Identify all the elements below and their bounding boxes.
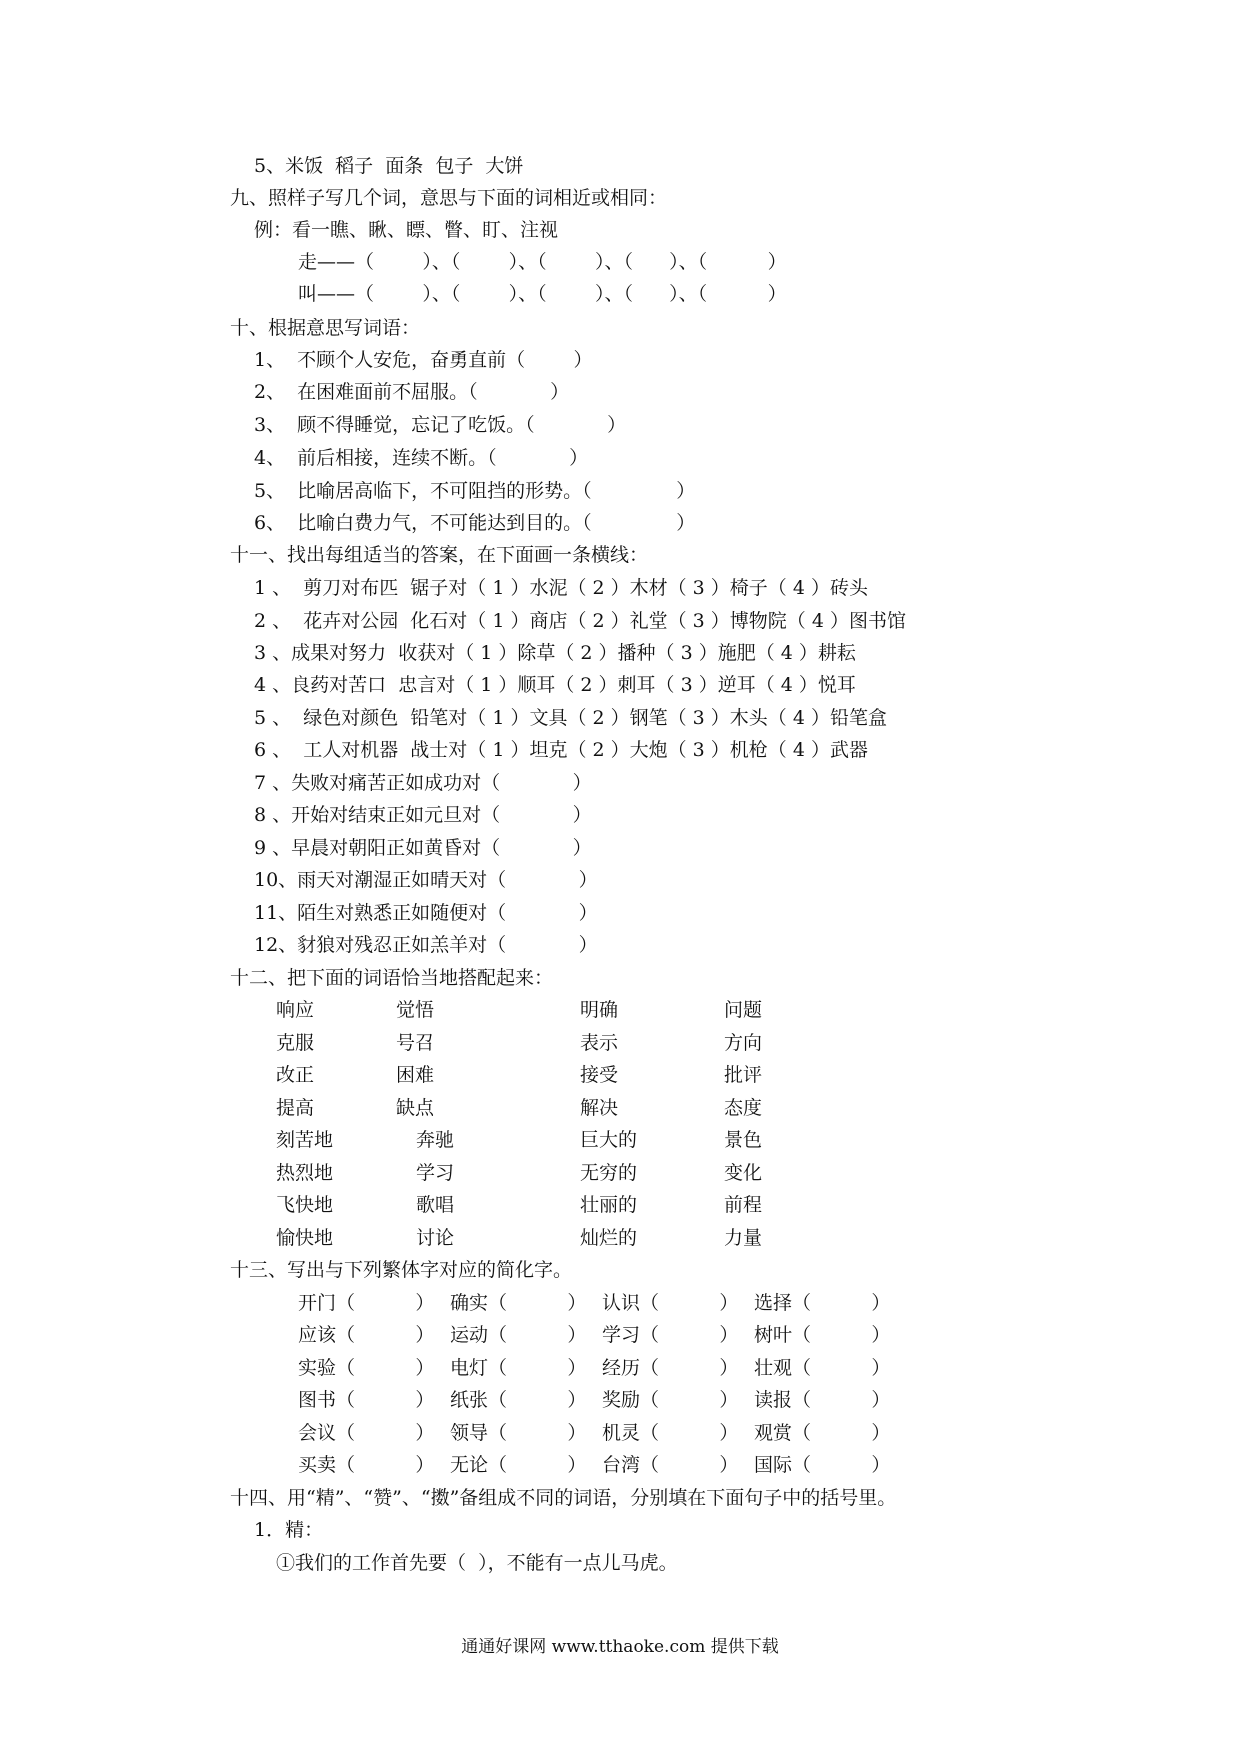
fill-cell: 读报（ ） bbox=[754, 1389, 891, 1411]
section-11-item: 11、陌生对熟悉正如随便对（ ） bbox=[254, 902, 598, 924]
section-11-item: 12、豺狼对残忍正如羔羊对（ ） bbox=[254, 934, 598, 956]
word-cell: 解决 bbox=[580, 1097, 619, 1119]
section-11-item: 4 、良药对苦口 忠言对（ 1 ）顺耳（ 2 ）刺耳（ 3 ）逆耳（ 4 ）悦耳 bbox=[254, 674, 856, 696]
fill-cell: 买卖（ ） bbox=[298, 1454, 435, 1476]
fill-cell: 观赏（ ） bbox=[754, 1422, 891, 1444]
section-11-item: 6 、 工人对机器 战士对（ 1 ）坦克（ 2 ）大炮（ 3 ）机枪（ 4 ）武器 bbox=[254, 739, 868, 761]
section-11-item: 9 、早晨对朝阳正如黄昏对（ ） bbox=[254, 837, 592, 859]
section-11-item: 2 、 花卉对公园 化石对（ 1 ）商店（ 2 ）礼堂（ 3 ）博物院（ 4 ）图书馆 bbox=[254, 610, 906, 632]
fill-cell: 学习（ ） bbox=[602, 1324, 739, 1346]
fill-cell: 电灯（ ） bbox=[450, 1357, 587, 1379]
fill-cell: 实验（ ） bbox=[298, 1357, 435, 1379]
word-cell: 变化 bbox=[724, 1162, 763, 1184]
fill-cell: 经历（ ） bbox=[602, 1357, 739, 1379]
word-cell: 批评 bbox=[724, 1064, 763, 1086]
prev-item-5: 5、米饭 稻子 面条 包子 大饼 bbox=[254, 155, 524, 177]
fill-cell: 应该（ ） bbox=[298, 1324, 435, 1346]
fill-cell: 确实（ ） bbox=[450, 1292, 587, 1314]
section-14-sub: 1．精： bbox=[254, 1519, 324, 1541]
section-9-item: 走——（ ）、（ ）、（ ）、（ ）、（ ） bbox=[298, 251, 787, 273]
section-10-item: 4、 前后相接，连续不断。（ ） bbox=[254, 447, 589, 469]
word-cell: 景色 bbox=[724, 1129, 763, 1151]
fill-cell: 认识（ ） bbox=[602, 1292, 739, 1314]
word-cell: 缺点 bbox=[396, 1097, 435, 1119]
word-cell: 问题 bbox=[724, 999, 763, 1021]
word-cell: 学习 bbox=[416, 1162, 455, 1184]
section-9-title: 九、照样子写几个词，意思与下面的词相近或相同： bbox=[230, 187, 668, 209]
section-14-line: ①我们的工作首先要（ ），不能有一点儿马虎。 bbox=[276, 1552, 678, 1574]
word-cell: 无穷的 bbox=[580, 1162, 638, 1184]
section-13-title: 十三、写出与下列繁体字对应的简化字。 bbox=[230, 1259, 573, 1281]
section-10-item: 6、 比喻白费力气，不可能达到目的。（ ） bbox=[254, 512, 696, 534]
fill-cell: 国际（ ） bbox=[754, 1454, 891, 1476]
word-cell: 愉快地 bbox=[276, 1227, 334, 1249]
section-11-item: 8 、开始对结束正如元旦对（ ） bbox=[254, 804, 592, 826]
word-cell: 态度 bbox=[724, 1097, 763, 1119]
section-10-item: 2、 在困难面前不屈服。（ ） bbox=[254, 381, 570, 403]
word-cell: 明确 bbox=[580, 999, 619, 1021]
word-cell: 接受 bbox=[580, 1064, 619, 1086]
section-10-item: 1、 不顾个人安危，奋勇直前（ ） bbox=[254, 349, 593, 371]
word-cell: 前程 bbox=[724, 1194, 763, 1216]
word-cell: 提高 bbox=[276, 1097, 315, 1119]
fill-cell: 选择（ ） bbox=[754, 1292, 891, 1314]
fill-cell: 纸张（ ） bbox=[450, 1389, 587, 1411]
section-11-item: 7 、失败对痛苦正如成功对（ ） bbox=[254, 772, 592, 794]
fill-cell: 开门（ ） bbox=[298, 1292, 435, 1314]
word-cell: 奔驰 bbox=[416, 1129, 455, 1151]
fill-cell: 树叶（ ） bbox=[754, 1324, 891, 1346]
word-cell: 响应 bbox=[276, 999, 315, 1021]
fill-cell: 领导（ ） bbox=[450, 1422, 587, 1444]
section-10-title: 十、根据意思写词语： bbox=[230, 317, 421, 339]
section-11-item: 1 、 剪刀对布匹 锯子对（ 1 ）水泥（ 2 ）木材（ 3 ）椅子（ 4 ）砖头 bbox=[254, 577, 868, 599]
section-11-item: 10、雨天对潮湿正如晴天对（ ） bbox=[254, 869, 598, 891]
fill-cell: 无论（ ） bbox=[450, 1454, 587, 1476]
word-cell: 飞快地 bbox=[276, 1194, 334, 1216]
word-cell: 号召 bbox=[396, 1032, 435, 1054]
word-cell: 改正 bbox=[276, 1064, 315, 1086]
section-9-example: 例：看一瞧、瞅、瞟、瞥、盯、注视 bbox=[254, 219, 559, 241]
footer: 通通好课网 www.tthaoke.com 提供下载 bbox=[461, 1637, 779, 1657]
fill-cell: 会议（ ） bbox=[298, 1422, 435, 1444]
word-cell: 克服 bbox=[276, 1032, 315, 1054]
section-10-item: 3、 顾不得睡觉，忘记了吃饭。（ ） bbox=[254, 414, 627, 436]
section-10-item: 5、 比喻居高临下，不可阻挡的形势。（ ） bbox=[254, 480, 696, 502]
word-cell: 觉悟 bbox=[396, 999, 435, 1021]
fill-cell: 机灵（ ） bbox=[602, 1422, 739, 1444]
word-cell: 方向 bbox=[724, 1032, 763, 1054]
section-11-item: 5 、 绿色对颜色 铅笔对（ 1 ）文具（ 2 ）钢笔（ 3 ）木头（ 4 ）铅笔盒 bbox=[254, 707, 887, 729]
section-11-title: 十一、找出每组适当的答案，在下面画一条横线： bbox=[230, 544, 649, 566]
word-cell: 困难 bbox=[396, 1064, 435, 1086]
section-14-title: 十四、用“精”、“赞”、“擞”备组成不同的词语，分别填在下面句子中的括号里。 bbox=[230, 1487, 897, 1509]
word-cell: 表示 bbox=[580, 1032, 619, 1054]
fill-cell: 台湾（ ） bbox=[602, 1454, 739, 1476]
word-cell: 歌唱 bbox=[416, 1194, 455, 1216]
fill-cell: 奖励（ ） bbox=[602, 1389, 739, 1411]
word-cell: 力量 bbox=[724, 1227, 763, 1249]
section-12-title: 十二、把下面的词语恰当地搭配起来： bbox=[230, 967, 554, 989]
fill-cell: 图书（ ） bbox=[298, 1389, 435, 1411]
word-cell: 刻苦地 bbox=[276, 1129, 334, 1151]
word-cell: 巨大的 bbox=[580, 1129, 638, 1151]
section-9-item: 叫——（ ）、（ ）、（ ）、（ ）、（ ） bbox=[298, 283, 787, 305]
word-cell: 热烈地 bbox=[276, 1162, 334, 1184]
section-11-item: 3 、成果对努力 收获对（ 1 ）除草（ 2 ）播种（ 3 ）施肥（ 4 ）耕耘 bbox=[254, 642, 856, 664]
word-cell: 壮丽的 bbox=[580, 1194, 638, 1216]
word-cell: 灿烂的 bbox=[580, 1227, 638, 1249]
fill-cell: 运动（ ） bbox=[450, 1324, 587, 1346]
word-cell: 讨论 bbox=[416, 1227, 455, 1249]
fill-cell: 壮观（ ） bbox=[754, 1357, 891, 1379]
